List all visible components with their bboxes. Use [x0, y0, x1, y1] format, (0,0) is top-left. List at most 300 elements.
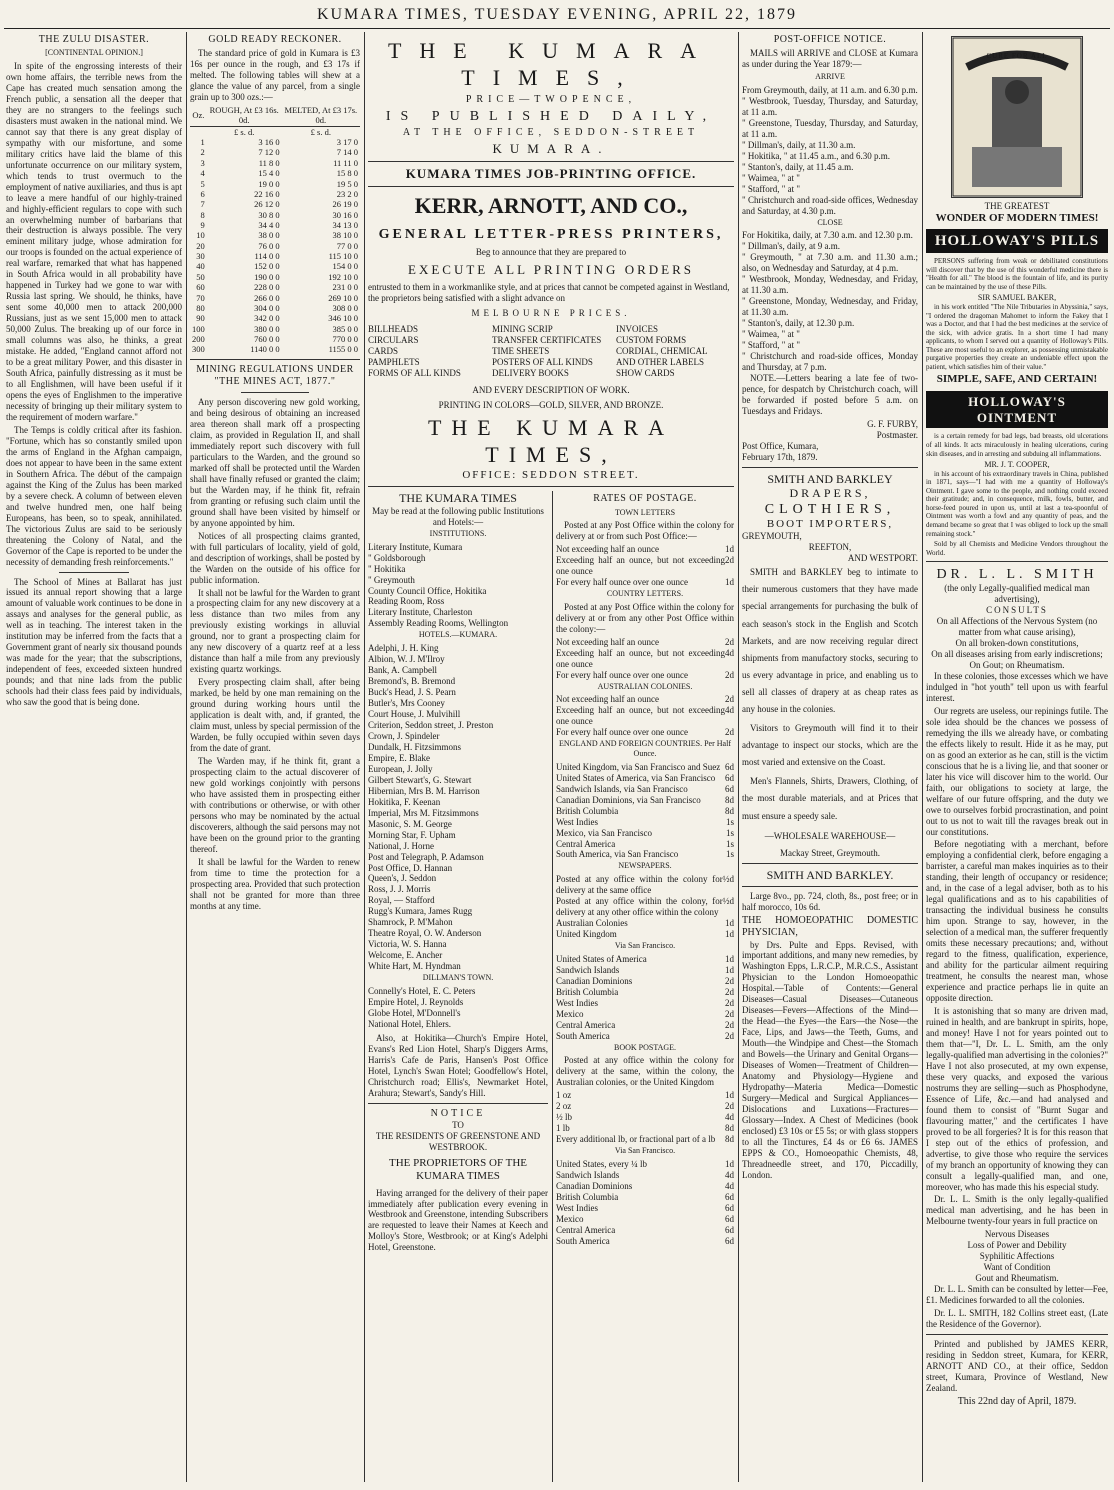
- reckoner-cell: 70: [196, 292, 205, 303]
- pills-banner: HOLLOWAY'S PILLS: [926, 229, 1108, 253]
- rate-label: Mexico: [556, 1213, 584, 1224]
- rate-value: 4d: [725, 1169, 734, 1180]
- rate-row: [556, 918, 734, 929]
- rate-row: [556, 670, 734, 681]
- cooper-text: in his account of his extraordinary travels in China, published in 1871, says—"I had with me a quantity of Holloway's Ointment. I gave some to the people, and nothing could exceed their gratitude; and, in consequence, milk, fowls, butter, and horse-feed poured in upon us, until at last a tea-spoonful of Ointment was worth a fowl and any quantity of peas, and the demand became so great that I was obliged to lock up the small remaining stock.": [926, 469, 1108, 538]
- service-item: MINING SCRIP: [492, 324, 553, 335]
- institution-item: Literary Institute, Kumara: [368, 541, 463, 552]
- reckoner-cell: 19 0 0: [258, 178, 280, 189]
- arrive-item: " Greenstone, Tuesday, Thursday, and Saturday, at 11 a.m.: [742, 117, 918, 139]
- rate-row: [556, 839, 734, 850]
- rate-row: [556, 1009, 734, 1020]
- sb-text: SMITH and BARKLEY beg to intimate to their numerous customers that they have made special arrangements for purchasing the bulk of each season's stock in the English and Scotch Markets, and are now receiving regular direct shipments from manufactory stocks, securing to us every advantage in price, and enabling us to sell all classes of drapery at as cheap rates as any house in the colonies.: [742, 567, 918, 714]
- rate-value: 2d: [725, 694, 734, 705]
- rate-label: Canadian Dominions, via San Francisco: [556, 794, 701, 805]
- simple-safe: SIMPLE, SAFE, AND CERTAIN!: [936, 373, 1098, 386]
- hotel-item: Ross, J. J. Morris: [368, 884, 431, 895]
- rate-row: [556, 828, 734, 839]
- ointment-banner: HOLLOWAY'S OINTMENT: [926, 391, 1108, 429]
- affection-item: On all diseases arising from early indiscretions;: [931, 649, 1103, 659]
- rate-label: Not exceeding half an ounce: [556, 636, 659, 647]
- sb-greymouth: GREYMOUTH,: [742, 531, 802, 542]
- rates-head: RATES OF POSTAGE.: [593, 493, 697, 505]
- rate-row: [556, 555, 734, 577]
- reckoner-cell: 15 8 0: [336, 168, 358, 179]
- reckoner-cell: 30: [196, 251, 205, 262]
- reckoner-cell: 154 0 0: [332, 261, 358, 272]
- divider: [59, 572, 129, 573]
- rate-row: Every additional lb, or fractional part of a lb 8d: [556, 1134, 734, 1145]
- service-item: CARDS: [368, 346, 399, 357]
- rate-value: 6d: [725, 783, 734, 794]
- rate-value: ½d: [722, 874, 734, 885]
- rate-row: [556, 965, 734, 976]
- zulu-para-2: The Temps is coldly critical after its fashion. "Fortune, which has so constantly smiled upon the arms of England in the Afghan campaign, does not appear to have been in the same extent in Southern Africa. The début of the campaign against the King of the Zulus has been marked by a severe check. A column of between eleven and twelve hundred men, one half being Europeans, has been, so to speak, annihilated. The victorious Zulus are said to be seriously threatening the Colony of Natal, and the Governor of the Cape is reported to be under the necessity of demanding fresh reinforcements.": [6, 424, 182, 567]
- rate-value: 1d: [725, 953, 734, 964]
- divider: [190, 359, 360, 360]
- rate-label: Canadian Dominions: [556, 1180, 633, 1191]
- po-note: NOTE.—Letters bearing a late fee of two-pence, for despatch by Christchurch coach, will be forwarded if posted before 5 a.m. on Tuesdays and Fridays.: [742, 372, 918, 416]
- rate-value: 2d: [725, 997, 734, 1008]
- arrive-item: " Christchurch and road-side offices, Wednesday and Saturday, at 4.30 p.m.: [742, 194, 918, 216]
- reckoner-cell: 2: [200, 147, 205, 158]
- rate-label: Sandwich Islands: [556, 964, 620, 975]
- service-item: CORDIAL, CHEMICAL: [616, 346, 708, 357]
- close-item: " Dillman's, daily, at 9 a.m.: [742, 241, 840, 252]
- dr-para: In these colonies, those excesses which we have indulged in "hot youth" tell upon us with fearful interest.: [926, 670, 1108, 703]
- institution-item: " Hokitika: [368, 563, 406, 574]
- proprietors-head: THE PROPRIETORS OF THE KUMARA TIMES: [388, 1156, 528, 1183]
- hotel-item: Masonic, S. M. George: [368, 818, 452, 829]
- reckoner-cell: 15 4 0: [258, 168, 280, 179]
- cooper-head: MR. J. T. COOPER,: [984, 460, 1050, 470]
- reckoner-cell: 231 0 0: [332, 282, 358, 293]
- rate-value: 6d: [725, 761, 734, 772]
- reckoner-cell: 22 16 0: [254, 188, 280, 199]
- rate-value: ½d: [722, 896, 734, 907]
- head-rough: ROUGH, At £3 16s. 0d.: [207, 105, 282, 126]
- nervous-item: Gout and Rheumatism.: [975, 1273, 1059, 1284]
- rate-row: [556, 1192, 734, 1203]
- rate-row: [556, 705, 734, 727]
- reckoner-cell: 7 12 0: [258, 147, 280, 158]
- greatest: THE GREATEST: [984, 200, 1050, 211]
- service-item: FORMS OF ALL KINDS: [368, 368, 461, 379]
- hotel-item: Crown, J. Spindeler: [368, 730, 440, 741]
- eng-head: ENGLAND AND FOREIGN COUNTRIES. Per Half Ounce.: [559, 739, 731, 758]
- arrive-head: ARRIVE: [815, 72, 845, 82]
- rate-value: 6d: [725, 1202, 734, 1213]
- lsd-label: £ s. d.: [234, 126, 255, 137]
- rate-value: 6d: [725, 1213, 734, 1224]
- town-head: TOWN LETTERS: [614, 507, 676, 517]
- rate-value: 2d: [725, 986, 734, 997]
- mining-para: It shall not be lawful for the Warden to grant a prospecting claim for any new discovery at a less distance than two miles from any previously existing workings in alluvial ground, nor to grant a prospecting claim for any new discovery of a quartz reef at a less distance than half a mile from any previously existing quartz workings.: [190, 587, 360, 675]
- firm-melbourne: MELBOURNE PRICES.: [471, 307, 631, 318]
- rate-row: [556, 806, 734, 817]
- rate-row: [556, 694, 734, 705]
- ballarat-para: The School of Mines at Ballarat has just issued its annual report showing that a large amount of valuable work continues to be done in assays and analyses for the general public, as well as in teaching. The interest taken in the institution may be inferred from the facts that a Government grant of nearly six thousand pounds was made for the year; that the subscriptions, independent of fees, exceeded sixteen hundred pounds; and that nine lads from the public schools had their class fees paid by individuals, who saw the good that is being done.: [6, 576, 182, 708]
- sb-text-2: Visitors to Greymouth will find it to their advantage to inspect our stocks, which are the most varied and extensive on the Coast.: [742, 723, 918, 768]
- sb-text-3: Men's Flannels, Shirts, Drawers, Clothing, of the most durable materials, and at Prices that must ensure a speedy sale.: [742, 776, 918, 821]
- reckoner-cell: 380 0 0: [254, 323, 280, 334]
- rate-row: [556, 1112, 734, 1123]
- service-item: PAMPHLETS: [368, 357, 420, 368]
- rate-value: 4d: [725, 705, 734, 716]
- reckoner-row: [190, 230, 360, 240]
- reckoner-cell: 7 14 0: [336, 147, 358, 158]
- reckoner-cell: 346 10 0: [328, 313, 358, 324]
- hotel-item: Theatre Royal, O. W. Anderson: [368, 928, 482, 939]
- mining-para: Every prospecting claim shall, after being marked, be held by one man remaining on the ground during working hours until the application is dealt with, and, if granted, the claim must, unless by special permission of the Warden, be fully occupied within seven days from the date of grant.: [190, 677, 360, 754]
- kt-title-2: THE KUMARA TIMES,: [427, 415, 675, 468]
- rate-row: [556, 1031, 734, 1042]
- rate-row: [556, 998, 734, 1009]
- sb-clothiers: CLOTHIERS,: [764, 501, 896, 517]
- aus-head: AUSTRALIAN COLONIES.: [597, 681, 693, 691]
- reckoner-cell: 4: [200, 168, 205, 179]
- kt-title: THE KUMARA TIMES,: [387, 38, 715, 90]
- hotel-item: Bremond's, B. Bremond: [368, 676, 456, 687]
- rate-value: 2d: [725, 669, 734, 680]
- reckoner-row: [190, 210, 360, 220]
- rate-label: United Kingdom: [556, 929, 617, 940]
- rate-label: British Columbia: [556, 805, 619, 816]
- hotel-item: Shamrock, P. M'Mahon: [368, 917, 453, 928]
- reckoner-cell: 228 0 0: [254, 282, 280, 293]
- reckoner-cell: 40: [196, 261, 205, 272]
- notice-residents: THE RESIDENTS OF GREENSTONE AND WESTBROOK.: [375, 1130, 541, 1152]
- rate-row: [556, 987, 734, 998]
- reckoner-title: GOLD READY RECKONER.: [208, 34, 342, 45]
- rate-label: For every half ounce over one ounce: [556, 669, 688, 680]
- column-post-office: [742, 32, 918, 1482]
- reckoner-row: [190, 168, 360, 178]
- rate-label: Central America: [556, 1019, 616, 1030]
- every-description: AND EVERY DESCRIPTION OF WORK.: [472, 385, 630, 396]
- rate-row: [556, 648, 734, 670]
- wonder: WONDER OF MODERN TIMES!: [935, 211, 1099, 224]
- postage-rates: [556, 491, 734, 1482]
- reckoner-cell: 80: [196, 302, 205, 313]
- dr-smith-sub: (the only Legally-qualified medical man advertising),: [944, 583, 1090, 605]
- rate-row: [556, 1181, 734, 1192]
- reckoner-cell: 30 16 0: [332, 209, 358, 220]
- hotel-item: Gilbert Stewart's, G. Stewart: [368, 774, 472, 785]
- rate-label: For every half ounce over one ounce: [556, 727, 688, 738]
- affection-item: On all broken-down constitutions,: [955, 638, 1079, 649]
- cure-label: CURE FOR ALL: [986, 52, 1048, 60]
- reckoner-cell: 3 17 0: [336, 137, 358, 148]
- services-grid: [368, 324, 734, 379]
- hotel-item: Empire, E. Blake: [368, 752, 430, 763]
- reckoner-row: [190, 179, 360, 189]
- rate-row: [556, 976, 734, 987]
- arrive-item: " Westbrook, Tuesday, Thursday, and Saturday, at 11 a.m.: [742, 95, 918, 117]
- service-item: AND OTHER LABELS: [616, 357, 704, 368]
- hotel-item: Court House, J. Mulvihill: [368, 708, 461, 719]
- rate-value: 4d: [725, 1180, 734, 1191]
- rate-row: [556, 1101, 734, 1112]
- sb-title-2: SMITH AND BARKLEY.: [766, 867, 894, 882]
- institution-item: " Greymouth: [368, 574, 415, 585]
- reckoner-cell: 192 10 0: [328, 271, 358, 282]
- kt-price: PRICE—TWOPENCE,: [465, 93, 637, 105]
- hotel-item: White Hart, M. Hyndman: [368, 961, 461, 972]
- hotel-item: Post Office, D. Hannan: [368, 862, 453, 873]
- kt-office: AT THE OFFICE, SEDDON-STREET: [402, 126, 700, 138]
- rate-value: 4d: [725, 1112, 734, 1123]
- rate-label: British Columbia: [556, 1191, 619, 1202]
- vsf2-head: Via San Francisco.: [614, 1146, 676, 1155]
- reckoner-row: [190, 220, 360, 230]
- rate-value: 6d: [725, 772, 734, 783]
- rate-row: [556, 896, 734, 918]
- hotel-item: Morning Star, F. Upham: [368, 829, 456, 840]
- rate-label: United States of America, via San Francisco: [556, 772, 716, 783]
- service-item: POSTERS OF ALL KINDS: [492, 357, 593, 368]
- dr-address: Dr. L. L. SMITH, 182 Collins street east, (Late the Residence of the Governor).: [926, 1308, 1108, 1330]
- rate-label: South America: [556, 1030, 610, 1041]
- institution-item: Literary Institute, Charleston: [368, 607, 473, 618]
- po-date: February 17th, 1879.: [742, 451, 818, 462]
- service-item: DELIVERY BOOKS: [492, 368, 569, 379]
- reckoner-row: [190, 282, 360, 292]
- rate-label: Canadian Dominions: [556, 975, 633, 986]
- mining-para: The Warden may, if he think fit, grant a prospecting claim to the actual discoverer of new gold workings conjointly with persons who have assisted them in prospecting either with contributions or otherwise, or with other persons who may be nominated by the actual discoverers, although the said persons may not have been on the ground prior to the granting thereof.: [190, 756, 360, 854]
- service-item: BILLHEADS: [368, 324, 418, 335]
- rate-label: Australian Colonies: [556, 918, 628, 929]
- baker-text: in his work entitled "The Nile Tributaries in Abyssinia," says, "I ordered the dragoman Mahomet to inform the Fakey that I was a Doctor, and that I had the best medicines at the service of the sick, with advice gratis. In a short time I had many applicants, to whom I served out a quantity of Holloway's Pills. These are most useful to an explorer, as possessing unmistakable purgative properties they create an undeniable effect upon the patient, which satisfies him of their value.": [926, 303, 1108, 371]
- rate-value: 1s: [725, 816, 734, 827]
- kt-daily: IS PUBLISHED DAILY,: [385, 108, 717, 124]
- reckoner-cell: 342 0 0: [254, 313, 280, 324]
- hotel-item: Hokitika, F. Keenan: [368, 796, 441, 807]
- reckoner-cell: 308 0 0: [332, 302, 358, 313]
- rate-value: 1s: [725, 838, 734, 849]
- dr-para: Dr. L. L. Smith is the only legally-qualified medical man advertising, and he has been in Melbourne twenty-four years in full practice on: [926, 1194, 1108, 1227]
- rate-label: West Indies: [556, 1202, 599, 1213]
- column-rule: [738, 32, 739, 1482]
- rate-label: Central America: [556, 838, 616, 849]
- hotel-item: Royal, — Stafford: [368, 895, 435, 906]
- mining-para: Any person discovering new gold working, and being desirous of obtaining an increased area thereon shall mark off a prospecting claim, as provided in Regulation II, and shall immediately report such discovery with full particulars to the Warden, and the ground so marked off shall be protected until the Warden shall have finally refused or granted the claim; but the Warden may, if he think fit, refrain from granting or refusing such claim until the ground shall have been visited by himself or by anyone appointed by him.: [190, 397, 360, 528]
- rate-row: [556, 1203, 734, 1214]
- sb-title: SMITH AND BARKLEY: [767, 471, 893, 486]
- close-item: For Hokitika, daily, at 7.30 a.m. and 12.30 p.m.: [742, 230, 913, 241]
- institution-item: Reading Room, Ross: [368, 596, 445, 607]
- news-head: NEWSPAPERS.: [618, 861, 672, 871]
- firm-execute: EXECUTE ALL PRINTING ORDERS: [408, 261, 694, 277]
- reckoner-cell: 6: [200, 188, 205, 199]
- pills-text: PERSONS suffering from weak or debilitated constitutions will discover that by the use of this wonderful medicine there is "Health for all." The blood is the fountain of life, and its purity can be maintained by the use of these Pills.: [926, 257, 1108, 291]
- book-text: Posted at any office within the colony for delivery at the same, within the colony, the Australian colonies, or the United Kingdom: [556, 1055, 734, 1088]
- firm-name: KERR, ARNOTT, AND CO.,: [414, 192, 688, 218]
- zulu-para-1: In spite of the engrossing interests of their own home affairs, the terrible news from the Cape has created much sensation among the French public, a sensation all the deeper that they are no strangers to the feelings such disasters must awaken in the national mind. We cannot say that there is any great display of sympathy with our misfortune, and some military critics have laid the blame of this unfortunate occurrence on our military system, which tends to trust overmuch to the employment of native auxiliaries, and thus is apt to leave a mere handful of our highly-trained and highly-efficient regulars to cope with such an overwhelming number of barbarians that their destruction is always possible. The very eminent military judge, whose admiration for our troops is founded on the actual experience of real warfare, remarked that what has happened in South Africa would in all probability have happened in Turkey had we gone to war with Russia last spring. We should, he thinks, have sent some 40,000 men to attack 200,000 Russians, just as we sent 15,000 men to attack 50,000 Zulus. The breaking up of our force in small columns was also, he thinks, a great mistake. He added, "England cannot afford not to be a great military Power, and this disaster in South Africa, painfully distressing as it must be to all Englishmen, will have been useful if it opens the eyes of Englishmen to the imperative necessity of bringing up their military system to the requirement of modern warfare.": [6, 60, 182, 422]
- reckoner-row: [190, 293, 360, 303]
- po-title: POST-OFFICE NOTICE.: [773, 34, 887, 45]
- rate-row: [556, 773, 734, 784]
- po-intro: MAILS will ARRIVE and CLOSE at Kumara as under during the Year 1879:—: [742, 48, 918, 70]
- dillman-item: Connelly's Hotel, E. C. Peters: [368, 985, 476, 996]
- arrive-item: " Stafford, " at ": [742, 183, 801, 194]
- masthead-rule: [4, 28, 1110, 29]
- reckoner-row: [190, 189, 360, 199]
- dr-consults: CONSULTS: [986, 605, 1048, 616]
- sb-reefton: REEFTON,: [808, 542, 852, 553]
- rate-row: [556, 544, 734, 555]
- reckoner-row: [190, 158, 360, 168]
- reckoner-row: [190, 324, 360, 334]
- rate-label: West Indies: [556, 816, 599, 827]
- reckoner-cell: 23 2 0: [336, 188, 358, 199]
- rate-value: 6d: [725, 1191, 734, 1202]
- service-item: CUSTOM FORMS: [616, 335, 687, 346]
- hotel-item: National, J. Horne: [368, 840, 434, 851]
- sb-mackay: Mackay Street, Greymouth.: [780, 847, 880, 858]
- rate-label: Exceeding half an ounce, but not exceeding one ounce: [556, 705, 725, 727]
- dr-smith-head: DR. L. L. SMITH: [936, 567, 1098, 583]
- reckoner-cell: 269 10 0: [328, 292, 358, 303]
- rate-row: [556, 795, 734, 806]
- firm-trade: GENERAL LETTER-PRESS PRINTERS,: [378, 226, 724, 242]
- kt-read-sub: May be read at the following public Institutions and Hotels:—: [372, 505, 544, 527]
- imprint: Printed and published by JAMES KERR, residing in Seddon street, Kumara, for KERR, ARNOTT AND CO., at their office, Seddon street, Kumara, Province of Westland, New Zealand.: [926, 1339, 1108, 1393]
- printing-colors: PRINTING IN COLORS—GOLD, SILVER, AND BRONZE.: [438, 400, 664, 411]
- service-item: SHOW CARDS: [616, 368, 675, 379]
- service-item: TRANSFER CERTIFICATES: [492, 335, 602, 346]
- rate-value: 1d: [725, 918, 734, 929]
- masthead: KUMARA TIMES, TUESDAY EVENING, APRIL 22, 1879: [316, 6, 798, 23]
- reckoner-row: [190, 261, 360, 271]
- arrive-item: " Stanton's, daily, at 11.45 a.m.: [742, 161, 854, 172]
- firm-entrusted: entrusted to them in a workmanlike style, and at prices that cannot be competed against in Westland, the proprietors being satisfied with a slight advance on: [368, 281, 730, 303]
- reckoner-cell: 300: [192, 344, 205, 355]
- hotel-item: Adelphi, J. H. King: [368, 643, 439, 654]
- rate-row: [556, 1236, 734, 1247]
- rate-label: Central America: [556, 1224, 616, 1235]
- reckoner-cell: 30 8 0: [258, 209, 280, 220]
- po-place: Post Office, Kumara,: [742, 440, 819, 451]
- rate-value: 8d: [725, 805, 734, 816]
- ointment-text: is a certain remedy for bad legs, bad breasts, old ulcerations of all kinds. It acts miraculously in healing ulcerations, curing skin diseases, and in arresting and subduing all inflammations.: [926, 432, 1108, 458]
- close-item: " Greenstone, Monday, Wednesday, and Friday, at 11.30 a.m.: [742, 296, 918, 318]
- rate-label: Mexico, via San Francisco: [556, 827, 652, 838]
- reckoner-table: [190, 105, 360, 355]
- reckoner-cell: 7: [200, 199, 205, 210]
- zulu-title: THE ZULU DISASTER.: [38, 34, 150, 45]
- hotel-item: Imperial, Mrs M. Fitzsimmons: [368, 807, 479, 818]
- reckoner-cell: 26 19 0: [332, 199, 358, 210]
- reckoner-cell: 200: [192, 333, 205, 344]
- reckoner-cell: 3 16 0: [258, 137, 280, 148]
- reckoner-cell: 77 0 0: [336, 240, 358, 251]
- arrive-item: " Waimea, " at ": [742, 172, 800, 183]
- sold-text: Sold by all Chemists and Medicine Vendors throughout the World.: [926, 540, 1108, 557]
- rate-value: 1d: [725, 1090, 734, 1101]
- reckoner-row: [190, 313, 360, 323]
- hotel-item: Butler's, Mrs Cooney: [368, 697, 445, 708]
- close-head: CLOSE: [817, 217, 843, 227]
- rate-value: 6d: [725, 1235, 734, 1246]
- rate-row: [556, 637, 734, 648]
- dillman-item: National Hotel, Ehlers.: [368, 1018, 451, 1029]
- column-rule: [186, 32, 187, 1482]
- reckoner-row: [190, 137, 360, 147]
- reckoner-cell: 114 0 0: [254, 251, 280, 262]
- rate-row: [556, 1123, 734, 1134]
- zulu-subtitle: [CONTINENTAL OPINION.]: [45, 48, 143, 58]
- rate-label: South America: [556, 1235, 610, 1246]
- institution-item: Assembly Reading Rooms, Wellington: [368, 618, 509, 629]
- hotel-item: Post and Telegraph, P. Adamson: [368, 851, 484, 862]
- reckoner-row: [190, 147, 360, 157]
- reckoner-row: [190, 272, 360, 282]
- reckoner-cell: 190 0 0: [254, 271, 280, 282]
- notice-to: TO: [452, 1119, 464, 1130]
- rate-row: [556, 1090, 734, 1101]
- firm-beg: Beg to announce that they are prepared to: [475, 246, 627, 257]
- rate-value: 1d: [725, 1158, 734, 1169]
- dr-para: Our regrets are useless, our repinings futile. The sole idea should be the chances we possess of remedying the ills we already have, or combating the effects likely to result. Hide it as he may, put on as good an exterior as he can, still is the victim conscious that he is a living lie, and that sooner or later his vice will discover him to the world. Our faith, our obligations to society at large, the welfare of our future offspring, and the duty we owe to ourselves forbid procrastination, and point out to us not to wait till the ravages break out in our constitutions.: [926, 705, 1108, 837]
- homeo-head: THE HOMOEOPATHIC DOMESTIC PHYSICIAN,: [742, 915, 918, 939]
- reckoner-cell: 1140 0 0: [250, 344, 280, 355]
- reckoner-cell: 304 0 0: [254, 302, 280, 313]
- rate-label: West Indies: [556, 997, 599, 1008]
- reckoner-cell: 38 0 0: [258, 230, 280, 241]
- mining-title: MINING REGULATIONS UNDER "THE MINES ACT, 1877.": [196, 363, 354, 387]
- rate-value: 2d: [725, 1008, 734, 1019]
- arrive-item: From Greymouth, daily, at 11 a.m. and 6.30 p.m.: [742, 84, 918, 95]
- kt-town: KUMARA.: [492, 141, 610, 157]
- rate-label: United Kingdom, via San Francisco and Suez: [556, 761, 721, 772]
- reckoner-cell: 8: [200, 209, 205, 220]
- reckoner-cell: 385 0 0: [332, 323, 358, 334]
- service-item: TIME SHEETS: [492, 346, 550, 357]
- rate-value: 1d: [725, 577, 734, 588]
- column-kumara-times: [368, 32, 734, 1482]
- reckoner-row: [190, 303, 360, 313]
- homeo-text: by Drs. Pulte and Epps. Revised, with important additions, and many new remedies, by Washington Epps, L.R.C.P., M.R.C.S., Assistant Physician to the London Homoeopathic Hospital.—Table of Contents:—General Diseases—Casual Diseases—Cutaneous Diseases—Fevers—Affections of the Mind—the Head—the Eyes—the Ears—the Nose—the Face, Lips, and Jaws—the Teeth, Gums, and Mouth—the Windpipe and Chest—the Stomach and Bowels—the Urinary and Genital Organs—Diseases of Women—Treatment of Children—Anatomy and Physiology—Hygiene and Hydropathy—Materia Medica—Domestic Surgery—Medical and Surgical Appliances—Dislocations and Luxations—Fractures—Glossary—Index. A Chest of Medicines (book enclosed) £3 10s or £5 5s; or with glass stoppers to all the Tinctures, £4 4s or £6 6s. JAMES EPPS & CO., Homoeopathic Chemists, 48, Threadneedle street, and 170, Piccadilly, London.: [742, 939, 918, 1180]
- column-holloway: [926, 32, 1108, 1482]
- rate-row: [556, 577, 734, 588]
- sb-westport: AND WESTPORT.: [847, 553, 918, 564]
- hotel-item: Welcome, E. Ancher: [368, 950, 443, 961]
- sb-wholesale: —WHOLESALE WAREHOUSE—: [764, 830, 896, 841]
- head-oz: Oz.: [190, 105, 207, 126]
- head-melted: MELTED, At £3 17s. 0d.: [282, 105, 360, 126]
- reckoner-cell: 100: [192, 323, 205, 334]
- institution-item: County Council Office, Hokitika: [368, 585, 487, 596]
- rate-row: [556, 1159, 734, 1170]
- job-printing: KUMARA TIMES JOB-PRINTING OFFICE.: [405, 165, 697, 181]
- rate-label: Not exceeding half an ounce: [556, 694, 659, 705]
- hotel-item: Buck's Head, J. S. Pearn: [368, 687, 456, 697]
- close-item: " Christchurch and road-side offices, Monday and Thursday, at 7 p.m.: [742, 350, 918, 372]
- rate-value: 8d: [725, 1123, 734, 1134]
- dillman-head: DILLMAN'S TOWN.: [422, 973, 494, 983]
- hotel-item: Dundalk, H. Fitzsimmons: [368, 741, 462, 752]
- rate-label: For every half ounce over one ounce: [556, 577, 688, 588]
- hotel-item: Bank, A. Campbell: [368, 665, 437, 676]
- nervous-item: Want of Condition: [983, 1262, 1051, 1273]
- dillman-item: Globe Hotel, M'Donnell's: [368, 1007, 461, 1018]
- consult-text: Dr. L. L. Smith can be consulted by letter—Fee, £1. Medicines forwarded to all the colonies.: [926, 1284, 1108, 1306]
- also-text: Also, at Hokitika—Church's Empire Hotel, Evans's Red Lion Hotel, Sharp's Diggers Arms, Harris's Cafe de Paris, Hansen's Post Office Hotel, Lynch's Swan Hotel; Goodfellow's Hotel, Christchurch road; Ellis's, Newmarket Hotel, Arahura; Stewart's, Sandy's Hill.: [368, 1032, 548, 1098]
- book-ad: Large 8vo., pp. 724, cloth, 8s., post free; or in half morocco, 10s 6d.: [742, 891, 918, 913]
- rate-label: Posted at any office within the colony for delivery at the same office: [556, 874, 723, 896]
- rate-label: United States, every ¼ lb: [556, 1158, 647, 1169]
